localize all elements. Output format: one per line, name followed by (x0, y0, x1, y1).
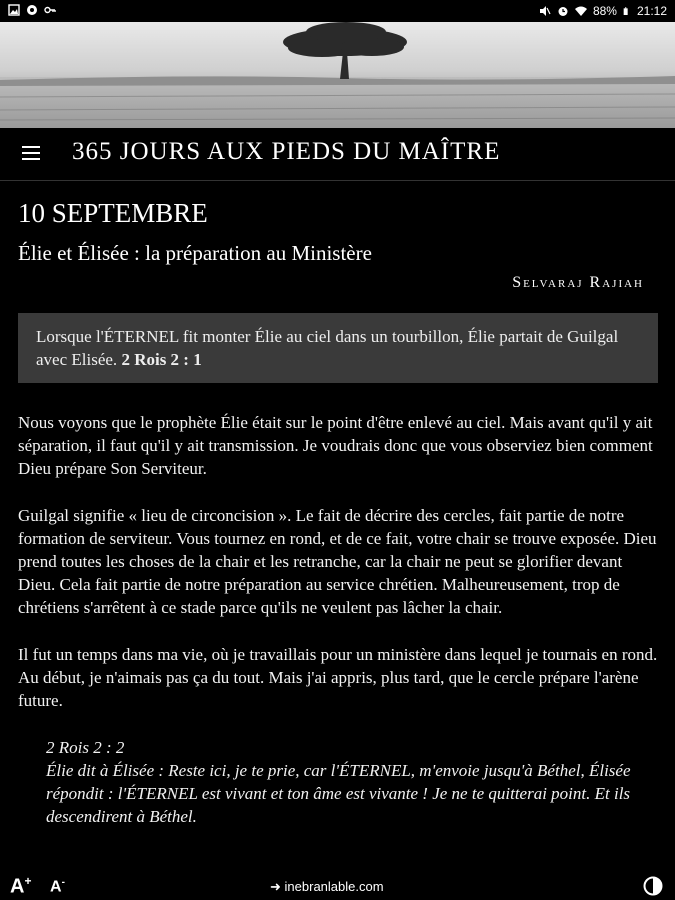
app-icon (26, 4, 38, 16)
decrease-font-letter: A (50, 878, 62, 896)
status-bar (0, 0, 675, 22)
key-icon (44, 4, 56, 16)
battery-percent: 88% (592, 4, 617, 18)
tree-landscape-image (0, 22, 675, 128)
key-verse-reference: 2 Rois 2 : 1 (121, 350, 202, 369)
clock: 21:12 (636, 4, 667, 18)
article-content (18, 190, 658, 828)
article-date: 10 SEPTEMBRE (18, 198, 208, 228)
scripture-quote (46, 736, 658, 828)
article-title: Élie et Élisée : la préparation au Ministère (18, 241, 372, 265)
menu-icon-line (22, 158, 40, 160)
article-paragraph: Il fut un temps dans ma vie, où je travaillais pour un ministère dans lequel je tournais en rond. Au début, je n'aimais pas ça du tout. Mais j'ai appris, plus tard, que le cercle prépare l'arène future. (18, 645, 658, 710)
wifi-icon (575, 5, 587, 17)
status-left-icons (8, 4, 56, 16)
mute-icon (539, 5, 551, 17)
contrast-icon[interactable] (643, 876, 663, 896)
app-title: 365 JOURS AUX PIEDS DU MAÎTRE (72, 138, 501, 165)
scripture-quote-text: Élie dit à Élisée : Reste ici, je te prie, car l'ÉTERNEL, m'envoie jusqu'à Béthel, Élisée répondit : l'ÉTERNEL est vivant et ton âme est vivante ! Je ne te quitterai point. Et ils descendirent à Béthel. (46, 761, 631, 826)
article-paragraph: Nous voyons que le prophète Élie était sur le point d'être enlevé au ciel. Mais avant qu'il y ait séparation, il faut qu'il y ait transmission. Je voudrais donc que vous observiez bien comment Dieu prépare Son Serviteur. (18, 413, 653, 478)
header-banner-image (0, 22, 675, 128)
decrease-font-button[interactable] (50, 877, 65, 896)
article-paragraph: Guilgal signifie « lieu de circoncision ». Le fait de décrire des cercles, fait partie de notre formation de serviteur. Vous tournez en rond, et de ce fait, votre chair se trouve exposée. Dieu prend toutes les choses de la chair et les retranche, car la chair ne peut se glorifier devant Dieu. Cela fait partie de notre préparation au service chrétien. Malheureusement, trop de chrétiens s'arrêtent à ce stade parce qu'ils ne veulent pas lâcher la chair. (18, 506, 657, 617)
bottom-toolbar (0, 872, 675, 900)
key-verse-text: Lorsque l'ÉTERNEL fit monter Élie au ciel dans un tourbillon, Élie partait de Guilgal avec Elisée. (36, 327, 619, 369)
status-right-icons (539, 4, 667, 18)
menu-icon[interactable] (22, 146, 40, 162)
alarm-icon (557, 5, 569, 17)
menu-icon-line (22, 152, 40, 154)
website-link[interactable] (270, 879, 384, 895)
image-icon (8, 4, 20, 16)
key-verse-box (18, 313, 658, 383)
menu-icon-line (22, 146, 40, 148)
scripture-quote-reference: 2 Rois 2 : 2 (46, 738, 125, 757)
increase-font-button[interactable] (10, 874, 31, 899)
decrease-font-sign: - (61, 877, 65, 888)
article-author: Selvaraj Rajiah (512, 274, 644, 291)
arrow-right-icon: ➜ (270, 879, 281, 894)
battery-icon (623, 5, 631, 17)
increase-font-sign: + (24, 874, 32, 888)
app-bar (0, 128, 675, 181)
website-link-label: inebranlable.com (284, 879, 384, 894)
increase-font-letter: A (10, 875, 25, 898)
